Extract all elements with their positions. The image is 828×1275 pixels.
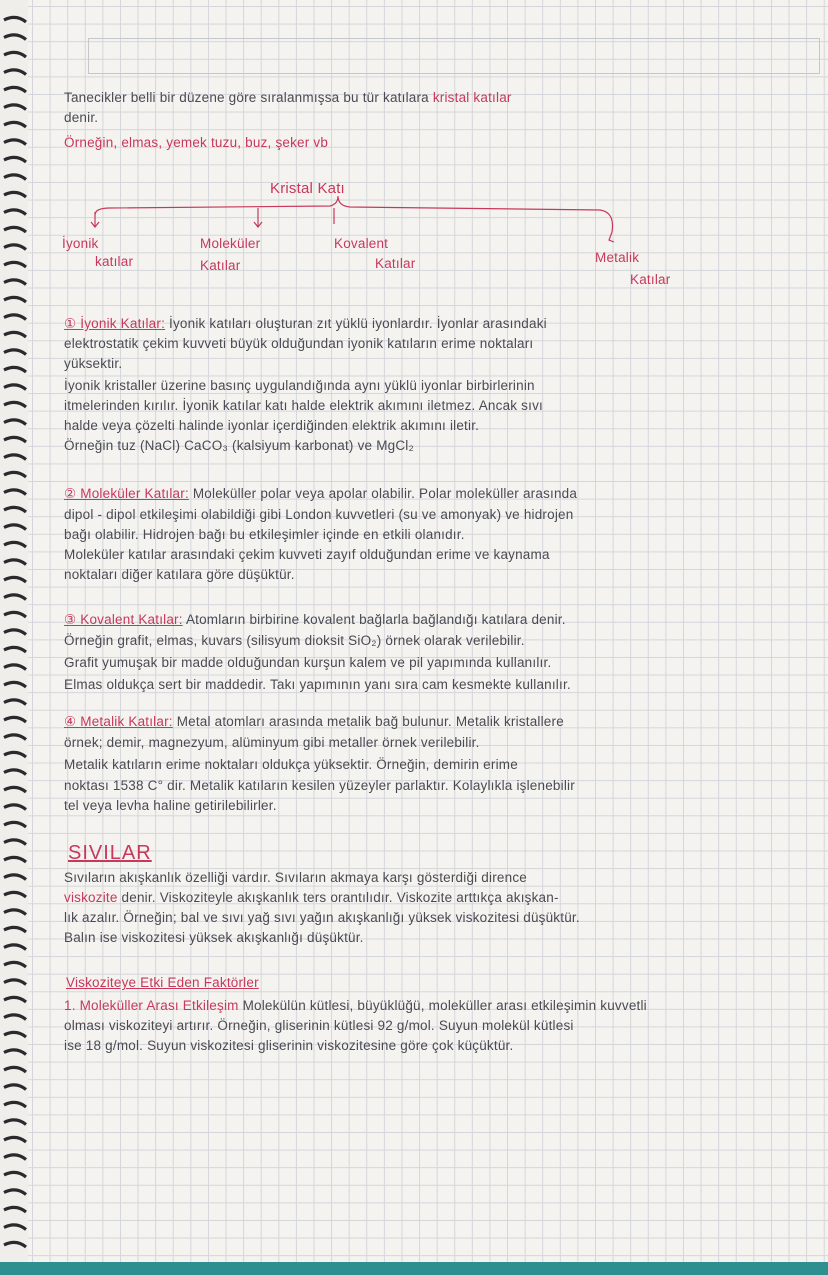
spiral-ring — [4, 770, 26, 775]
text-line: İyonik katıları oluşturan zıt yüklü iyonlardır. İyonlar arasındaki — [169, 316, 547, 331]
kristal-katilar-term: kristal katılar — [432, 90, 512, 105]
intro-text: Tanecikler belli bir düzene göre sıralanmışsa bu tür katılara — [64, 90, 429, 105]
section-title: ② Moleküler Katılar: — [64, 486, 189, 501]
text-line: Moleküler katılar arasındaki çekim kuvveti zayıf olduğundan erime ve kaynama — [64, 547, 550, 562]
spiral-ring — [4, 822, 26, 827]
spiral-ring — [4, 612, 26, 617]
section-title: ④ Metalik Katılar: — [64, 714, 173, 729]
spiral-ring — [4, 1137, 26, 1142]
spiral-ring — [4, 1015, 26, 1020]
spiral-ring — [4, 892, 26, 897]
spiral-ring — [4, 577, 26, 582]
branch-covalent: Kovalent — [334, 236, 389, 251]
spiral-ring — [4, 1067, 26, 1072]
spiral-ring — [4, 1207, 26, 1212]
text-line: tel veya levha haline getirilebilirler. — [64, 798, 277, 813]
spiral-ring — [4, 455, 26, 460]
text-line: dipol - dipol etkileşimi olabildiği gibi London kuvvetleri (su ve amonyak) ve hidrojen — [64, 507, 574, 522]
text-line: bağı olabilir. Hidrojen bağı bu etkileşimler içinde en etkili olanıdır. — [64, 527, 465, 542]
spiral-ring — [4, 595, 26, 600]
text-line: Örneğin tuz (NaCl) CaCO₃ (kalsiyum karbonat) ve MgCl₂ — [64, 438, 414, 453]
spiral-ring — [4, 735, 26, 740]
spiral-ring — [4, 665, 26, 670]
spiral-ring — [4, 542, 26, 547]
branch-metallic: Metalik — [595, 250, 640, 265]
spiral-ring — [4, 315, 26, 320]
notebook-bottom-edge — [0, 1262, 828, 1275]
section-title-factors: Viskoziteye Etki Eden Faktörler — [66, 975, 259, 990]
text-line: denir. Viskoziteyle akışkanlık ters orantılıdır. Viskozite arttıkça akışkan- — [121, 890, 559, 905]
spiral-ring — [4, 1242, 26, 1247]
text-line: halde veya çözelti halinde iyonlar içerdiğinden elektrik akımını iletir. — [64, 418, 480, 433]
spiral-ring — [4, 1085, 26, 1090]
text-line: Atomların birbirine kovalent bağlarla bağlandığı katılara denir. — [185, 612, 566, 627]
spiral-ring — [4, 472, 26, 477]
spiral-ring — [4, 910, 26, 915]
branch-covalent: Katılar — [375, 256, 416, 271]
spiral-ring — [4, 717, 26, 722]
spiral-ring — [4, 927, 26, 932]
text-line: İyonik kristaller üzerine basınç uygulandığında aynı yüklü iyonlar birbirlerinin — [64, 378, 535, 393]
text-line: Metal atomları arasında metalik bağ bulunur. Metalik kristallere — [176, 714, 564, 729]
section-title: ③ Kovalent Katılar: — [64, 612, 183, 627]
text-line: olması viskoziteyi artırır. Örneğin, gliserinin kütlesi 92 g/mol. Suyun molekül kütlesi — [64, 1018, 574, 1033]
text-line: Balın ise viskozitesi yüksek akışkanlığı düşüktür. — [64, 930, 364, 945]
spiral-ring — [4, 1155, 26, 1160]
branch-molecular: Moleküler — [200, 236, 261, 251]
spiral-ring — [4, 402, 26, 407]
text-line: yüksektir. — [64, 356, 123, 371]
arrow-icon — [609, 232, 614, 242]
spiral-ring — [4, 560, 26, 565]
section-title: ① İyonik Katılar: — [64, 316, 166, 331]
text-line: Molekülün kütlesi, büyüklüğü, moleküller arası etkileşimin kuvvetli — [242, 998, 647, 1013]
spiral-ring — [4, 857, 26, 862]
branch-ionic: katılar — [95, 254, 134, 269]
text-line: ise 18 g/mol. Suyun viskozitesi gliserinin viskozitesine göre çok küçüktür. — [64, 1038, 514, 1053]
spiral-ring — [4, 1102, 26, 1107]
spiral-ring — [4, 840, 26, 845]
tree-brace — [95, 196, 613, 232]
intro-example: Örneğin, elmas, yemek tuzu, buz, şeker vb — [64, 135, 329, 150]
spiral-ring — [4, 997, 26, 1002]
text-line: örnek; demir, magnezyum, alüminyum gibi metaller örnek verilebilir. — [64, 735, 480, 750]
spiral-ring — [4, 385, 26, 390]
spiral-ring — [4, 420, 26, 425]
spiral-ring — [4, 945, 26, 950]
viskozite-term: viskozite — [64, 890, 118, 905]
text-line: Örneğin grafit, elmas, kuvars (silisyum dioksit SiO₂) örnek olarak verilebilir. — [64, 633, 525, 648]
section-title-liquids: SIVILAR — [68, 842, 152, 864]
branch-metallic: Katılar — [630, 272, 671, 287]
branch-ionic: İyonik — [62, 236, 99, 251]
spiral-ring — [4, 682, 26, 687]
spiral-ring — [4, 752, 26, 757]
spiral-ring — [4, 647, 26, 652]
text-line: Metalik katıların erime noktaları oldukça yüksektir. Örneğin, demirin erime — [64, 757, 518, 772]
branch-molecular: Katılar — [200, 258, 241, 273]
spiral-ring — [4, 1190, 26, 1195]
spiral-ring — [4, 525, 26, 530]
spiral-ring — [4, 980, 26, 985]
text-line: lık azalır. Örneğin; bal ve sıvı yağ sıvı yağın akışkanlığı yüksek viskozitesi düşüktür. — [64, 910, 580, 925]
spiral-ring — [4, 1225, 26, 1230]
spiral-ring — [4, 507, 26, 512]
spiral-ring — [4, 1032, 26, 1037]
spiral-ring — [4, 437, 26, 442]
spiral-ring — [4, 962, 26, 967]
text-line: Moleküller polar veya apolar olabilir. Polar moleküller arasında — [192, 486, 578, 501]
text-line: noktaları diğer katılara göre düşüktür. — [64, 567, 295, 582]
spiral-ring — [4, 350, 26, 355]
spiral-ring — [4, 805, 26, 810]
spiral-ring — [4, 1050, 26, 1055]
spiral-ring — [4, 630, 26, 635]
spiral-ring — [4, 787, 26, 792]
spiral-ring — [4, 700, 26, 705]
text-line: noktası 1538 C° dir. Metalik katıların kesilen yüzeyler parlaktır. Kolaylıkla işlenebilir — [64, 778, 575, 793]
spiral-ring — [4, 875, 26, 880]
text-line: Sıvıların akışkanlık özelliği vardır. Sıvıların akmaya karşı gösterdiği dirence — [64, 870, 527, 885]
text-line: itmelerinden kırılır. İyonik katılar katı halde elektrik akımını iletmez. Ancak sıvı — [64, 398, 543, 413]
spiral-ring — [4, 1120, 26, 1125]
text-line: elektrostatik çekim kuvveti büyük olduğundan iyonik katıların erime noktaları — [64, 336, 534, 351]
spiral-ring — [4, 1172, 26, 1177]
spiral-ring — [4, 490, 26, 495]
text-line: Elmas oldukça sert bir maddedir. Takı yapımının yanı sıra cam kesmekte kullanılır. — [64, 677, 571, 692]
spiral-ring — [4, 367, 26, 372]
arrow-icon — [254, 208, 262, 227]
diagram-root: Kristal Katı — [270, 180, 345, 197]
intro-line: denir. — [64, 110, 99, 125]
arrow-icon — [91, 212, 99, 227]
spiral-ring — [4, 332, 26, 337]
text-line: Grafit yumuşak bir madde olduğundan kurşun kalem ve pil yapımında kullanılır. — [64, 655, 552, 670]
factor-title: 1. Moleküller Arası Etkileşim — [64, 998, 239, 1013]
